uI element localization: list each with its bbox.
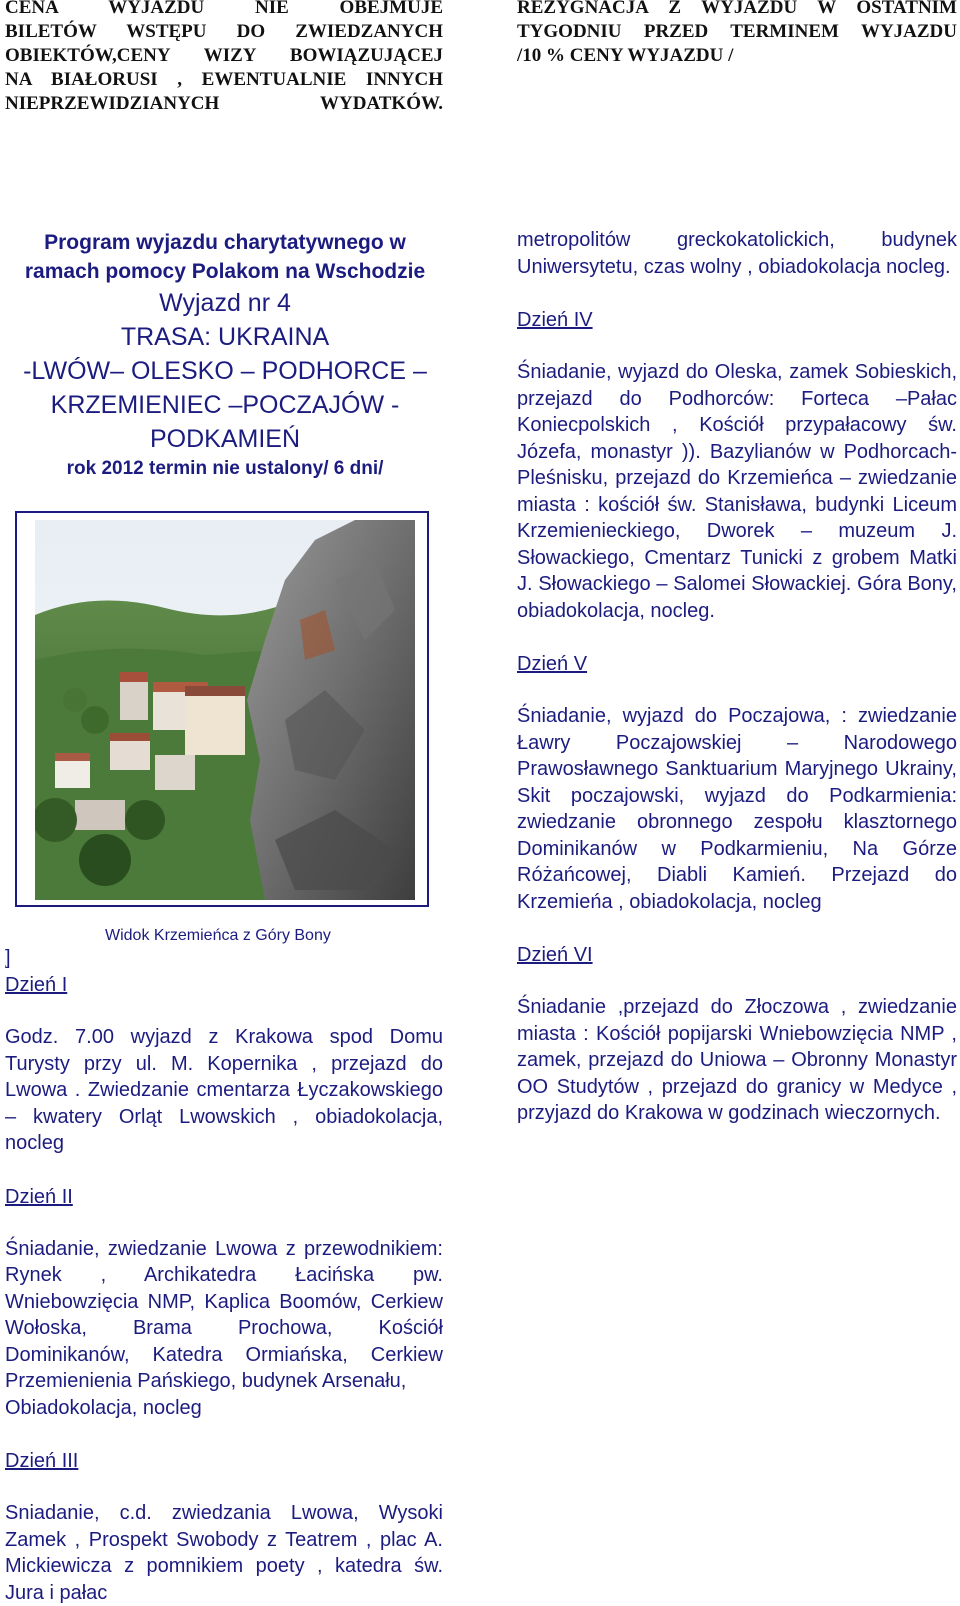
- price-notice-line-2: BILETÓW WSTĘPU DO ZWIEDZANYCH: [5, 21, 443, 42]
- day-5-text: Śniadanie, wyjazd do Poczajowa, : zwiedzanie Ławry Poczajowskiej – Narodowego Prawosławnego Sanktuarium Maryjnego Ukrainy, Skit poczajowski, wyjazd do Podkarmienia: zwiedzanie obronnego zespołu klasztornego Dominikanów w Podkarmieniu, Na Górze Różańcowej, Diabli Kamień. Przejazd do Krzemieńa , obiadokolacja, nocleg: [517, 705, 957, 913]
- right-column: [517, 227, 957, 1127]
- day-1-text: Godz. 7.00 wyjazd z Krakowa spod Domu Turysty przy ul. M. Kopernika , przejazd do Lwowa . Zwiedzanie cmentarza Łyczakowskiego – kwatery Orląt Lwowskich , obiadokolacja, nocleg: [5, 1026, 443, 1154]
- price-notice-line-1: CENA WYJAZDU NIE OBEJMUJE: [5, 0, 443, 18]
- trip-dates: rok 2012 termin nie ustalony/ 6 dni/: [66, 458, 384, 479]
- cancellation-notice: [517, 0, 957, 68]
- price-notice-line-3: OBIEKTÓW,CENY WIZY BOWIĄZUJĄCEJ: [5, 45, 443, 66]
- route-line-3: PODKAMIEŃ: [149, 425, 301, 453]
- trip-number: Wyjazd nr 4: [159, 289, 291, 317]
- day-3-text: Sniadanie, c.d. zwiedzania Lwowa, Wysoki Zamek , Prospekt Swobody z Teatrem , plac A. Mickiewicza z pomnikiem poety , katedra św. Jura i pałac: [5, 1502, 443, 1604]
- cancellation-notice-line-3: /10 % CENY WYJAZDU /: [517, 45, 734, 66]
- krzemieniec-photo-image: [35, 520, 415, 900]
- photo-caption: Widok Krzemieńca z Góry Bony: [105, 927, 331, 944]
- price-notice-line-5: NIEPRZEWIDZIANYCH WYDATKÓW.: [5, 93, 443, 114]
- day-2-heading[interactable]: Dzień II: [5, 1185, 73, 1208]
- day-3-heading[interactable]: Dzień III: [5, 1450, 79, 1472]
- day-2-text: Śniadanie, zwiedzanie Lwowa z przewodnikiem: Rynek , Archikatedra Łacińska pw. Wniebowzięcia NMP, Kaplica Boomów, Cerkiew Wołoska, Brama Prochowa, Kościół Dominikanów, Katedra Ormiańska, Cerkiew Przemienienia Pańskiego, budynek Arsenału,: [5, 1237, 443, 1392]
- krzemieniec-photo: [15, 511, 429, 907]
- day-5-heading[interactable]: Dzień V: [517, 653, 588, 675]
- day-6-heading[interactable]: Dzień VI: [517, 944, 593, 966]
- price-notice-line-4: NA BIAŁORUSI , EWENTUALNIE INNYCH: [5, 69, 443, 90]
- program-title-block: [5, 228, 445, 482]
- route-line-2: KRZEMIENIEC –POCZAJÓW -: [50, 391, 400, 419]
- route-label: TRASA: UKRAINA: [120, 323, 330, 351]
- price-notice: [5, 0, 443, 116]
- left-column: [5, 948, 443, 1606]
- program-title-line-1: Program wyjazdu charytatywnego w: [44, 231, 406, 254]
- program-title-line-2: ramach pomocy Polakom na Wschodzie: [24, 260, 426, 283]
- cancellation-notice-line-2: TYGODNIU PRZED TERMINEM WYJAZDU: [517, 21, 957, 42]
- bracket-mark: ]: [5, 947, 11, 969]
- cancellation-notice-line-1: REZYGNACJA Z WYJAZDU W OSTATNIM: [517, 0, 957, 18]
- day-2-text-last: Obiadokolacja, nocleg: [5, 1396, 202, 1419]
- day-1-heading[interactable]: Dzień I: [5, 974, 68, 996]
- route-line-1: -LWÓW– OLESKO – PODHORCE –: [23, 357, 427, 385]
- day-3-continued-text: metropolitów greckokatolickich, budynek Uniwersytetu, czas wolny , obiadokolacja nocleg.: [517, 229, 957, 278]
- day-4-text: Śniadanie, wyjazd do Oleska, zamek Sobieskich, przejazd do Podhorców: Forteca –Pałac Koniecpolskich , Kościół przypałacowy św. Józefa, monastyr )). Bazylianów w Podhorcach- Pleśnisku, przejazd do Krzemieńca – zwiedzanie miasta : kościół św. Stanisława, budynki Liceum Krzemienieckiego, Dworek – muzeum J. Słowackiego, Cmentarz Tunicki z grobem Matki J. Słowackiego – Salomei Słowackiej. Góra Bony, obiadokolacja, nocleg.: [517, 361, 957, 622]
- day-4-heading[interactable]: Dzień IV: [517, 309, 593, 331]
- day-6-text: Śniadanie ,przejazd do Złoczowa , zwiedzanie miasta : Kościół popijarski Wniebowzięcia NMP , zamek, przejazd do Uniowa – Obronny Monastyr OO Studytów , przejazd do granicy w Medyce , przyjazd do Krakowa w godzinach wieczornych.: [517, 996, 957, 1124]
